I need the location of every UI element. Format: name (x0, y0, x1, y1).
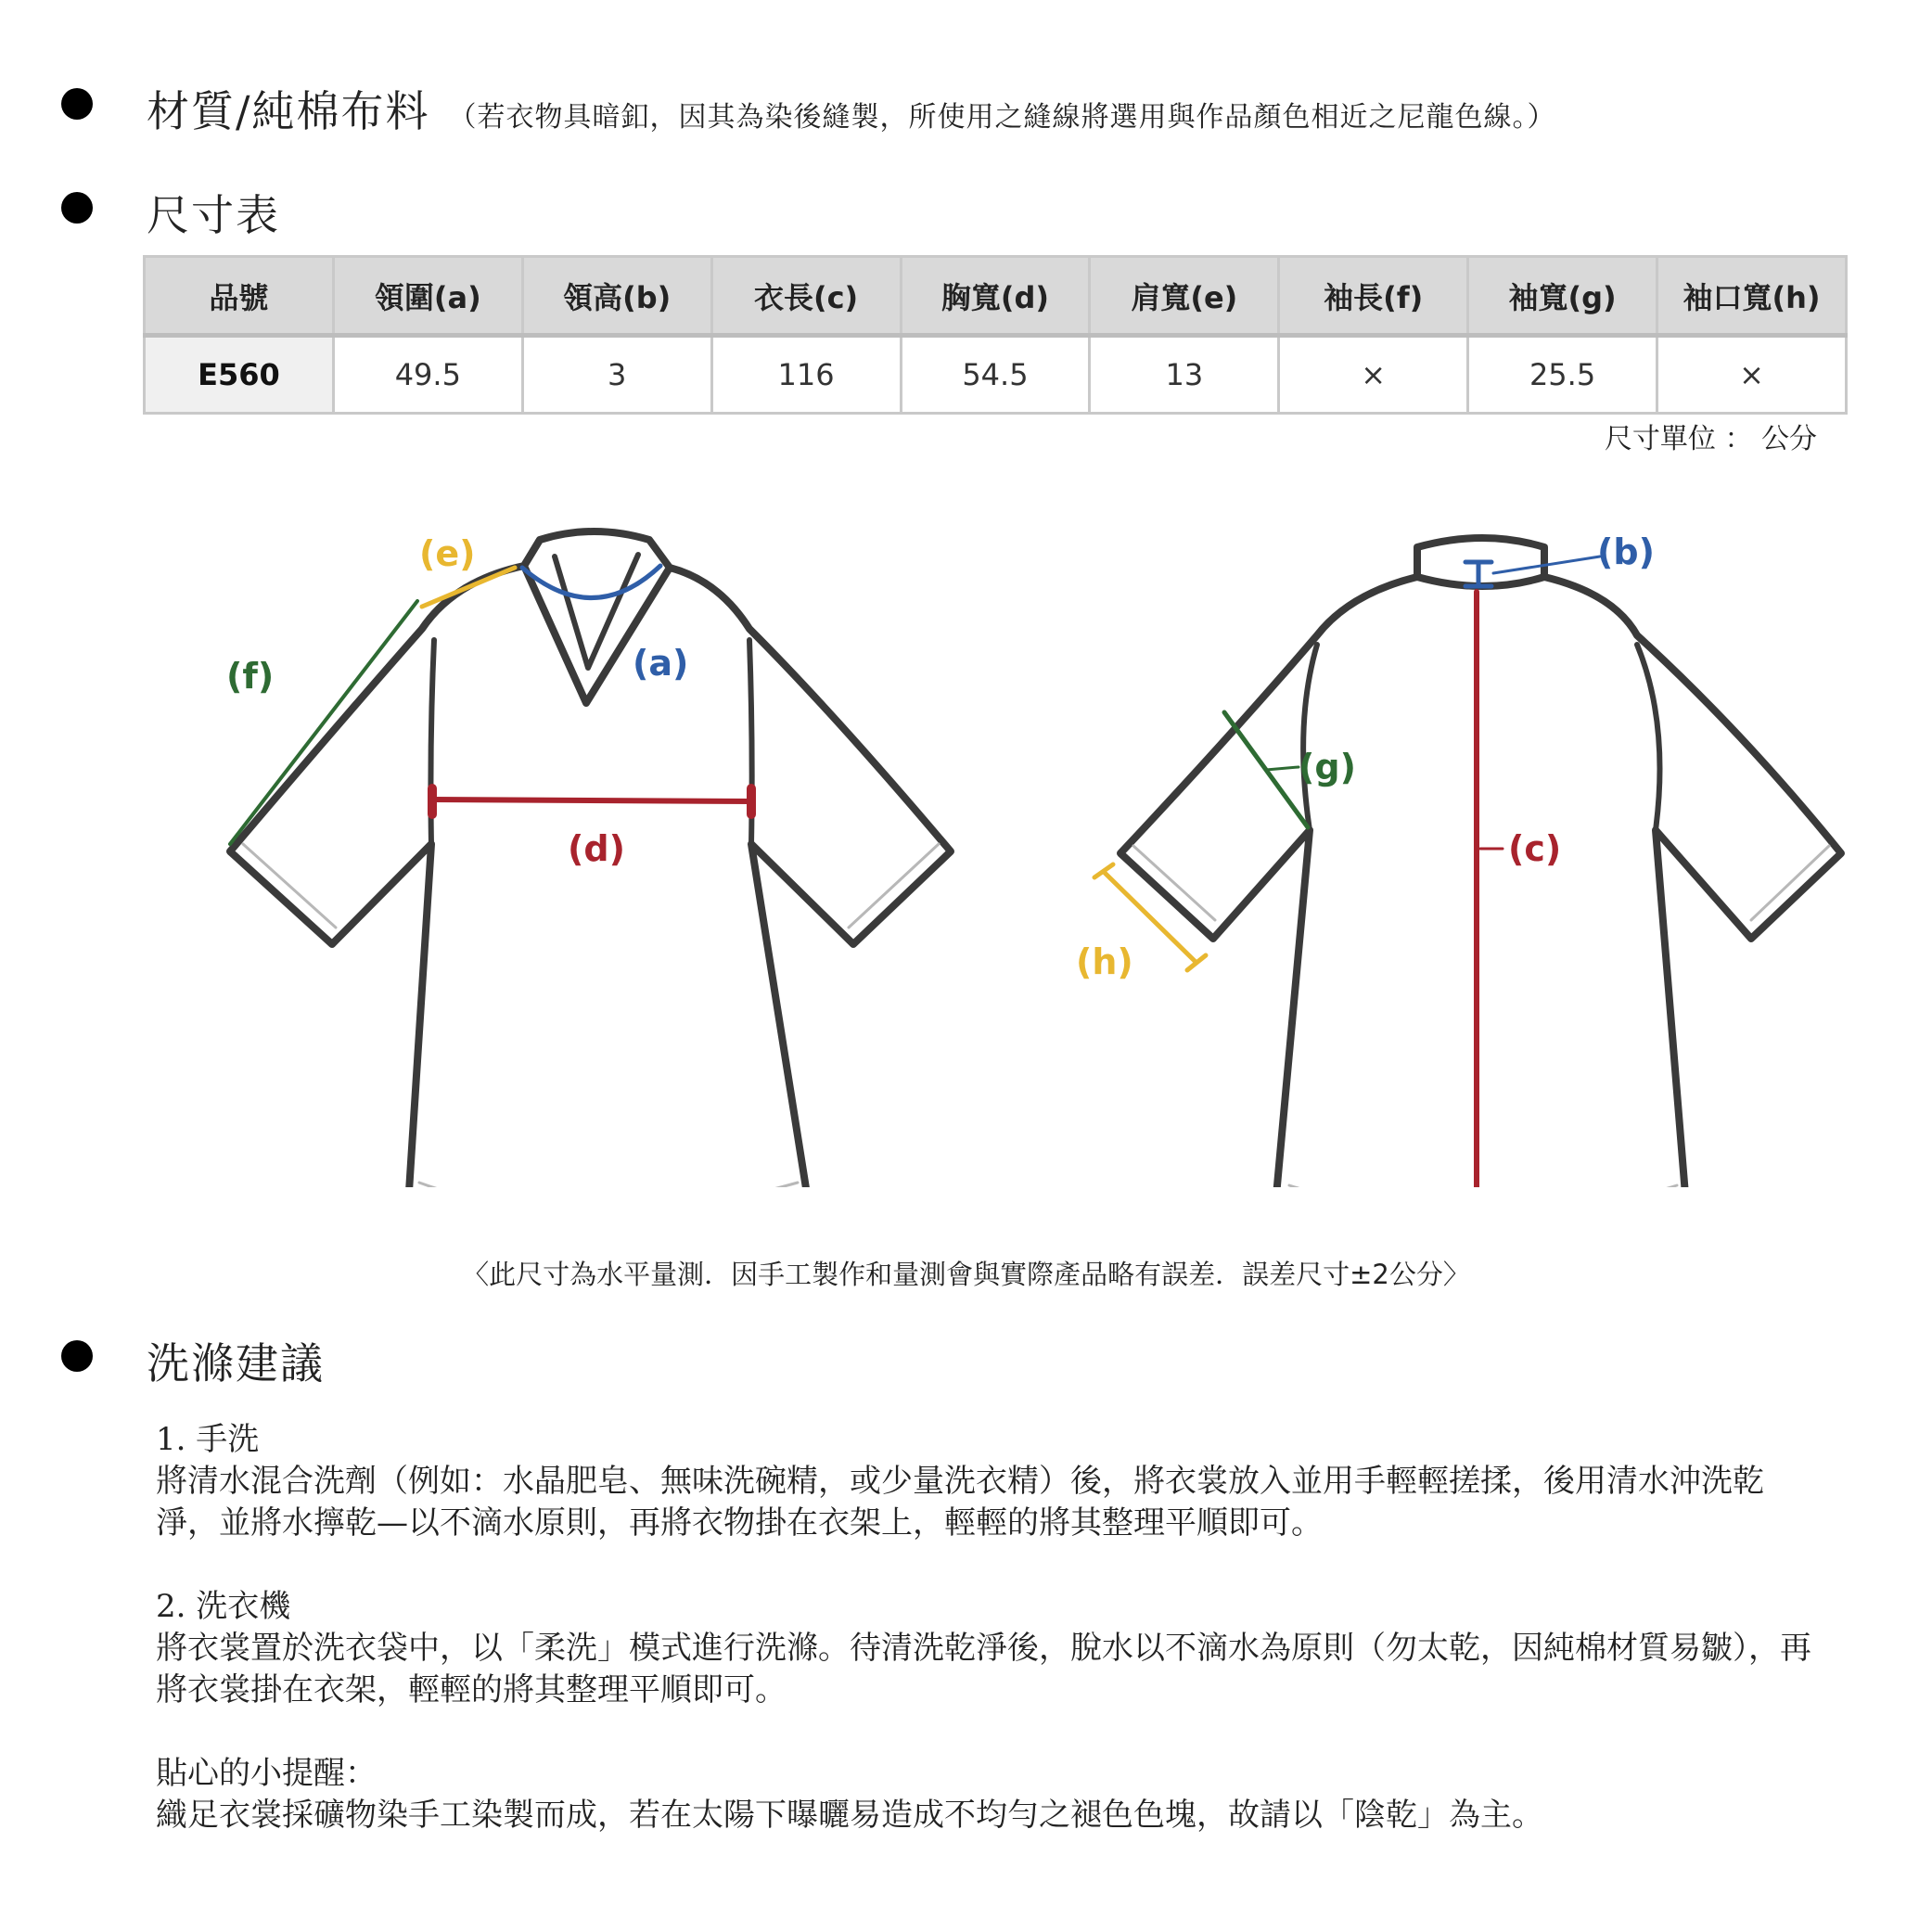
material-note: （若衣物具暗釦，因其為染後縫製，所使用之縫線將選用與作品顏色相近之尼龍色線。） (448, 101, 1556, 134)
header-cell: 衣長(c) (711, 257, 901, 336)
bullet-icon (61, 192, 93, 224)
front-sleeve-inner (849, 844, 939, 928)
measure-leader-g (1266, 767, 1299, 770)
measure-line-f (230, 601, 417, 844)
bullet-icon (61, 88, 93, 120)
header-cell: 胸寬(d) (901, 257, 1090, 336)
measurement-caption: 〈此尺寸為水平量測．因手工製作和量測會與實際產品略有誤差．誤差尺寸±2公分〉 (462, 1259, 1470, 1290)
machine-wash-section (156, 1586, 1825, 1711)
back-sleeve-inner (1751, 846, 1829, 920)
table-cell: 3 (522, 336, 711, 414)
hand-wash-title: 1. 手洗 (156, 1421, 260, 1458)
machine-wash-title: 2. 洗衣機 (156, 1588, 291, 1625)
header-cell: 領圍(a) (333, 257, 522, 336)
table-cell: 54.5 (901, 336, 1090, 414)
machine-wash-body: 將衣裳置於洗衣袋中，以「柔洗」模式進行洗滌。待清洗乾淨後，脫水以不滴水為原則（勿太乾，因純棉材質易皺），再將衣裳掛在衣架，輕輕的將其整理平順即可。 (156, 1630, 1811, 1708)
size-unit: 尺寸單位 ： 公分 (1604, 423, 1817, 455)
tip-section (156, 1753, 1825, 1836)
back-garment-outline (1120, 538, 1841, 1187)
header-cell: 品號 (145, 257, 334, 336)
label-d: (d) (568, 828, 625, 869)
table-cell: 49.5 (333, 336, 522, 414)
tip-body: 織足衣裳採礦物染手工染製而成，若在太陽下曝曬易造成不均勻之褪色色塊，故請以「陰乾」為主。 (156, 1797, 1543, 1834)
back-hem-inner (1289, 1185, 1677, 1187)
label-f: (f) (226, 656, 275, 697)
material-heading (147, 78, 1556, 139)
table-cell: E560 (145, 336, 334, 414)
size-table-header (145, 257, 1847, 336)
label-h: (h) (1076, 941, 1133, 982)
front-hem-inner (419, 1183, 798, 1187)
header-cell: 袖長(f) (1279, 257, 1468, 336)
front-sleeve-inner (243, 844, 336, 928)
header-cell: 領高(b) (522, 257, 711, 336)
back-sleeve-inner (1133, 846, 1215, 920)
size-chart-title: 尺寸表 (147, 190, 280, 240)
header-cell: 袖寬(g) (1468, 257, 1657, 336)
table-cell: × (1279, 336, 1468, 414)
table-cell: 116 (711, 336, 901, 414)
hand-wash-section (156, 1419, 1825, 1544)
label-a: (a) (633, 643, 689, 684)
measure-line-d (432, 800, 751, 801)
label-c: (c) (1508, 828, 1562, 869)
garment-diagram (0, 519, 1932, 1187)
bullet-icon (61, 1340, 93, 1372)
header-cell: 肩寬(e) (1090, 257, 1279, 336)
table-cell: 25.5 (1468, 336, 1657, 414)
label-e: (e) (419, 533, 476, 574)
tip-title: 貼心的小提醒： (156, 1755, 377, 1792)
measure-line-a (522, 566, 660, 598)
table-cell: × (1657, 336, 1847, 414)
header-cell: 袖口寬(h) (1657, 257, 1847, 336)
table-cell: 13 (1090, 336, 1279, 414)
table-row (145, 336, 1847, 414)
washing-instructions (156, 1419, 1825, 1878)
material-title: 材質/純棉布料 (147, 86, 430, 136)
washing-title: 洗滌建議 (147, 1338, 325, 1388)
label-b: (b) (1597, 531, 1655, 572)
size-table (143, 255, 1848, 415)
hand-wash-body: 將清水混合洗劑（例如：水晶肥皂、無味洗碗精，或少量洗衣精）後，將衣裳放入並用手輕輕搓揉，後用清水沖洗乾淨，並將水擰乾—以不滴水原則，再將衣物掛在衣架上，輕輕的將其整理平順即可。 (156, 1463, 1764, 1542)
label-g: (g) (1299, 747, 1356, 787)
